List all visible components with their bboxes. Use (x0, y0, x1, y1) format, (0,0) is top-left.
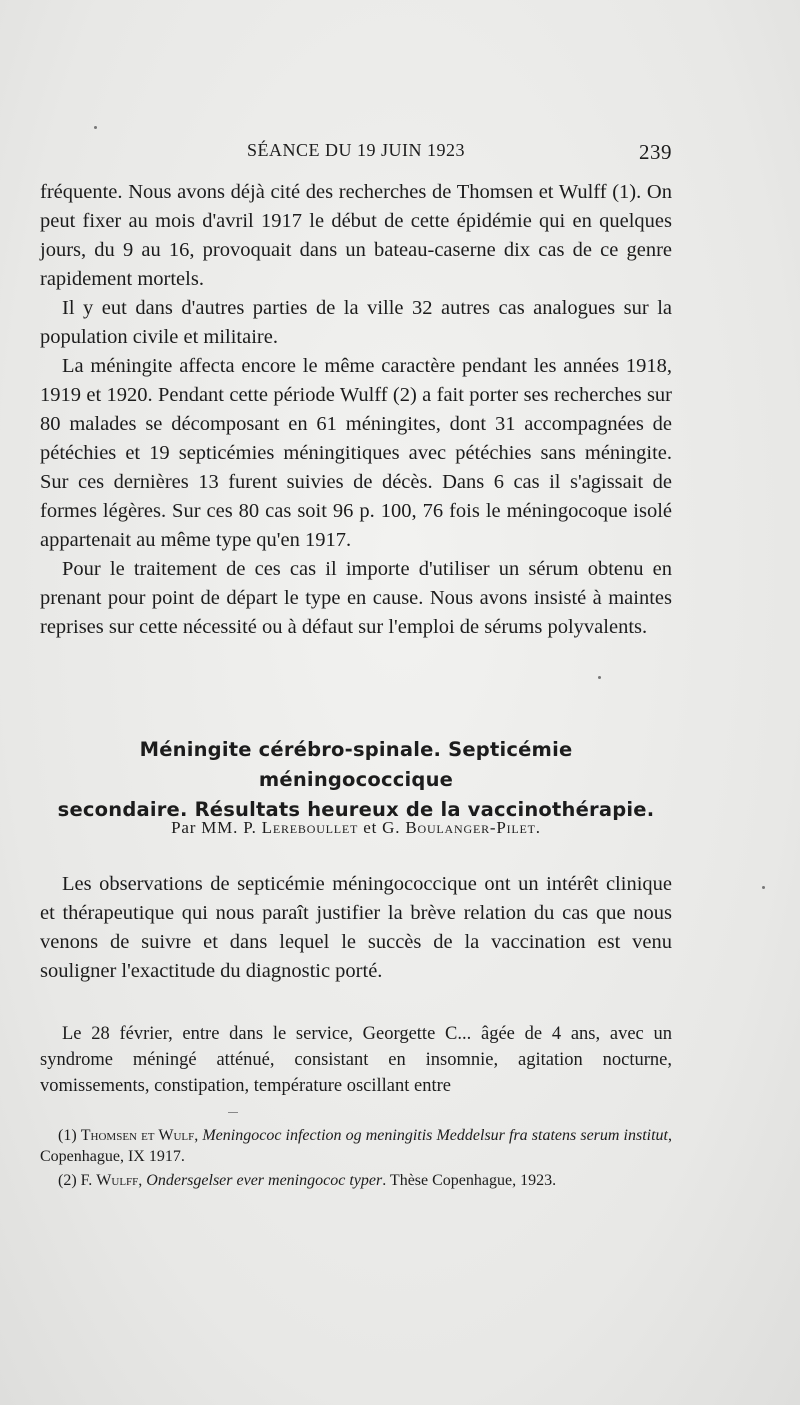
continued-text (40, 178, 672, 642)
paragraph: Pour le traitement de ces cas il importe d'utiliser un sérum obtenu en prenant pour point de départ le type en cause. Nous avons insisté à maintes reprises sur cette nécessité ou à défaut sur l'emploi de sérums polyvalents. (40, 558, 672, 638)
footnote (40, 1125, 672, 1167)
footnote-rule (228, 1112, 238, 1113)
paragraph: Les observations de septicémie méningococcique ont un intérêt clinique et thérapeutique qui nous paraît justifier la brève relation du cas que nous venons de suivre et dans lequel le succès de la vaccination est venu souligner l'exactitude du diagnostic porté. (40, 873, 672, 982)
paragraph: fréquente. Nous avons déjà cité des recherches de Thomsen et Wulff (1). On peut fixer au mois d'avril 1917 le début de cette épidémie qui en quelques jours, du 9 au 16, provoquait dans un bateau-caserne dix cas de ce genre rapidement mortels. (40, 181, 672, 290)
footnote-marker: (2) F. (58, 1172, 97, 1189)
footnote (40, 1170, 672, 1191)
page-number: 239 (639, 140, 672, 164)
scan-speck (762, 886, 765, 889)
article-title-line: secondaire. Résultats heureux de la vaccinothérapie. (57, 798, 655, 821)
running-head: SÉANCE DU 19 JUIN 1923 (247, 140, 465, 160)
scan-speck (94, 126, 97, 129)
case-report (40, 1021, 672, 1099)
paragraph: Il y eut dans d'autres parties de la ville 32 autres cas analogues sur la population civile et militaire. (40, 297, 672, 348)
footnote-author: Thomsen et Wulf (80, 1127, 195, 1144)
author-name: Lereboullet (261, 818, 359, 837)
footnote-rest: . Thèse Copenhague, 1923. (382, 1172, 557, 1189)
article-title-line: Méningite cérébro-spinale. Septicémie méningococcique (139, 738, 573, 791)
footnotes (40, 1125, 672, 1194)
authors-connector: et G. (358, 818, 406, 837)
scan-speck (598, 676, 601, 679)
paragraph: Le 28 février, entre dans le service, Georgette C... âgée de 4 ans, avec un syndrome méningé atténué, consistant en insomnie, agitation nocturne, vomissements, constipation, température oscillant entre (40, 1024, 672, 1096)
page-header (40, 140, 672, 166)
footnote-title: Ondersgelser ever meningococ typer (146, 1172, 383, 1189)
author-name: Boulanger-Pilet (405, 818, 536, 837)
article-intro (40, 870, 672, 986)
paragraph: La méningite affecta encore le même caractère pendant les années 1918, 1919 et 1920. Pendant cette période Wulff (2) a fait porter ses recherches sur 80 malades se décomposant en 61 méningites, dont 31 accompagnées de pétéchies et 19 septicémies méningitiques avec pétéchies sans méningite. Sur ces dernières 13 furent suivies de décès. Dans 6 cas il s'agissait de formes légères. Sur ces 80 cas soit 96 p. 100, 76 fois le méningocoque isolé appartenait au même type qu'en 1917. (40, 355, 672, 551)
footnote-separator: , (194, 1127, 203, 1144)
footnote-marker: (1) (58, 1127, 81, 1144)
authors-suffix: . (535, 818, 541, 837)
footnote-title: Meningococ infection og meningitis Meddelsur fra statens serum institut (202, 1127, 669, 1144)
footnote-rest: , Copenhague, IX 1917. (40, 1127, 673, 1165)
article-authors (40, 818, 672, 838)
authors-prefix: Par MM. P. (171, 818, 262, 837)
article-title (40, 735, 672, 825)
footnote-author: Wulff (96, 1172, 139, 1189)
footnote-separator: , (138, 1172, 147, 1189)
